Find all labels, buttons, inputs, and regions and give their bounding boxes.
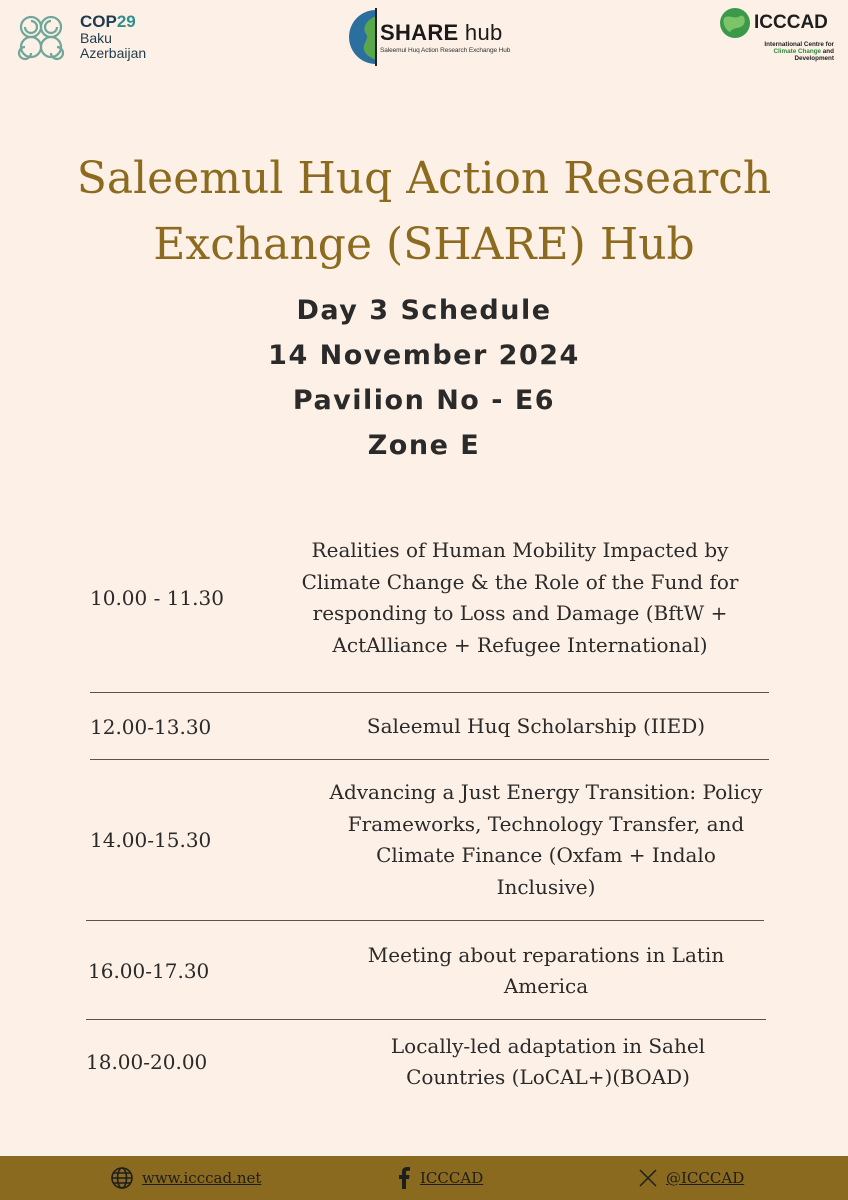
share-hub-word: hub <box>458 20 503 45</box>
icccad-logo-icon <box>718 6 752 40</box>
date-label: 14 November 2024 <box>268 340 580 371</box>
day-label: Day 3 Schedule <box>296 295 552 326</box>
schedule-row <box>90 776 766 904</box>
schedule-time: 18.00-20.00 <box>86 1050 208 1074</box>
page-title <box>0 146 848 278</box>
zone-label: Zone E <box>367 430 481 461</box>
cop29-logo-icon <box>12 8 70 66</box>
cop-number: 29 <box>116 12 136 32</box>
facebook-icon <box>392 1166 416 1190</box>
schedule-time: 14.00-15.30 <box>90 828 212 852</box>
schedule-time: 10.00 - 11.30 <box>90 586 224 610</box>
schedule-subheading <box>0 288 848 468</box>
schedule-row <box>86 1030 738 1094</box>
share-globe-icon <box>348 6 378 68</box>
website-link[interactable] <box>110 1166 261 1190</box>
schedule-time: 16.00-17.30 <box>88 959 210 983</box>
title-line1: Saleemul Huq Action Research <box>76 153 772 204</box>
schedule-event: Meeting about reparations in Latin America <box>367 942 725 998</box>
schedule-row <box>90 518 740 678</box>
cop-country: Azerbaijan <box>80 44 147 61</box>
icccad-desc-and: and <box>821 48 834 56</box>
share-hub-logo <box>348 6 510 68</box>
cop29-logo <box>12 8 146 66</box>
schedule-event: Advancing a Just Energy Transition: Policy Frameworks, Technology Transfer, and Climate Finance (Oxfam + Indalo Inclusive) <box>329 780 763 899</box>
row-divider <box>90 692 769 693</box>
x-icon <box>636 1166 660 1190</box>
icccad-name: ICCCAD <box>754 12 828 33</box>
schedule-event: Realities of Human Mobility Impacted by Climate Change & the Role of the Fund for responding to Loss and Damage (BftW + ActAlliance + Refugee International) <box>301 538 739 657</box>
icccad-desc-line3: Development <box>794 55 834 63</box>
row-divider <box>86 1019 766 1020</box>
share-title: SHARE <box>380 20 459 45</box>
cop-title: COP <box>80 12 117 32</box>
x-link[interactable] <box>636 1166 744 1190</box>
schedule-event: Saleemul Huq Scholarship (IIED) <box>366 714 706 739</box>
title-line2: Exchange (SHARE) Hub <box>153 219 695 270</box>
x-text: @ICCCAD <box>666 1169 745 1187</box>
row-divider <box>86 920 764 921</box>
facebook-text: ICCCAD <box>420 1169 484 1187</box>
website-text: www.icccad.net <box>142 1169 262 1187</box>
schedule-row <box>90 710 746 744</box>
pavilion-label: Pavilion No - E6 <box>292 385 556 416</box>
cop-city: Baku <box>80 30 112 47</box>
globe-icon <box>110 1166 134 1190</box>
icccad-desc-line1: International Centre for <box>764 41 834 48</box>
share-subtitle: Saleemul Huq Action Research Exchange Hub <box>380 47 511 54</box>
icccad-logo <box>718 6 840 63</box>
footer-bar <box>0 1156 848 1200</box>
schedule-row <box>88 938 766 1004</box>
schedule-event: Locally-led adaptation in Sahel Countries (LoCAL+)(BOAD) <box>390 1033 706 1089</box>
icccad-desc-line2: Climate Change <box>773 48 822 56</box>
schedule-time: 12.00-13.30 <box>90 715 212 739</box>
row-divider <box>90 759 769 760</box>
facebook-link[interactable] <box>392 1166 483 1190</box>
